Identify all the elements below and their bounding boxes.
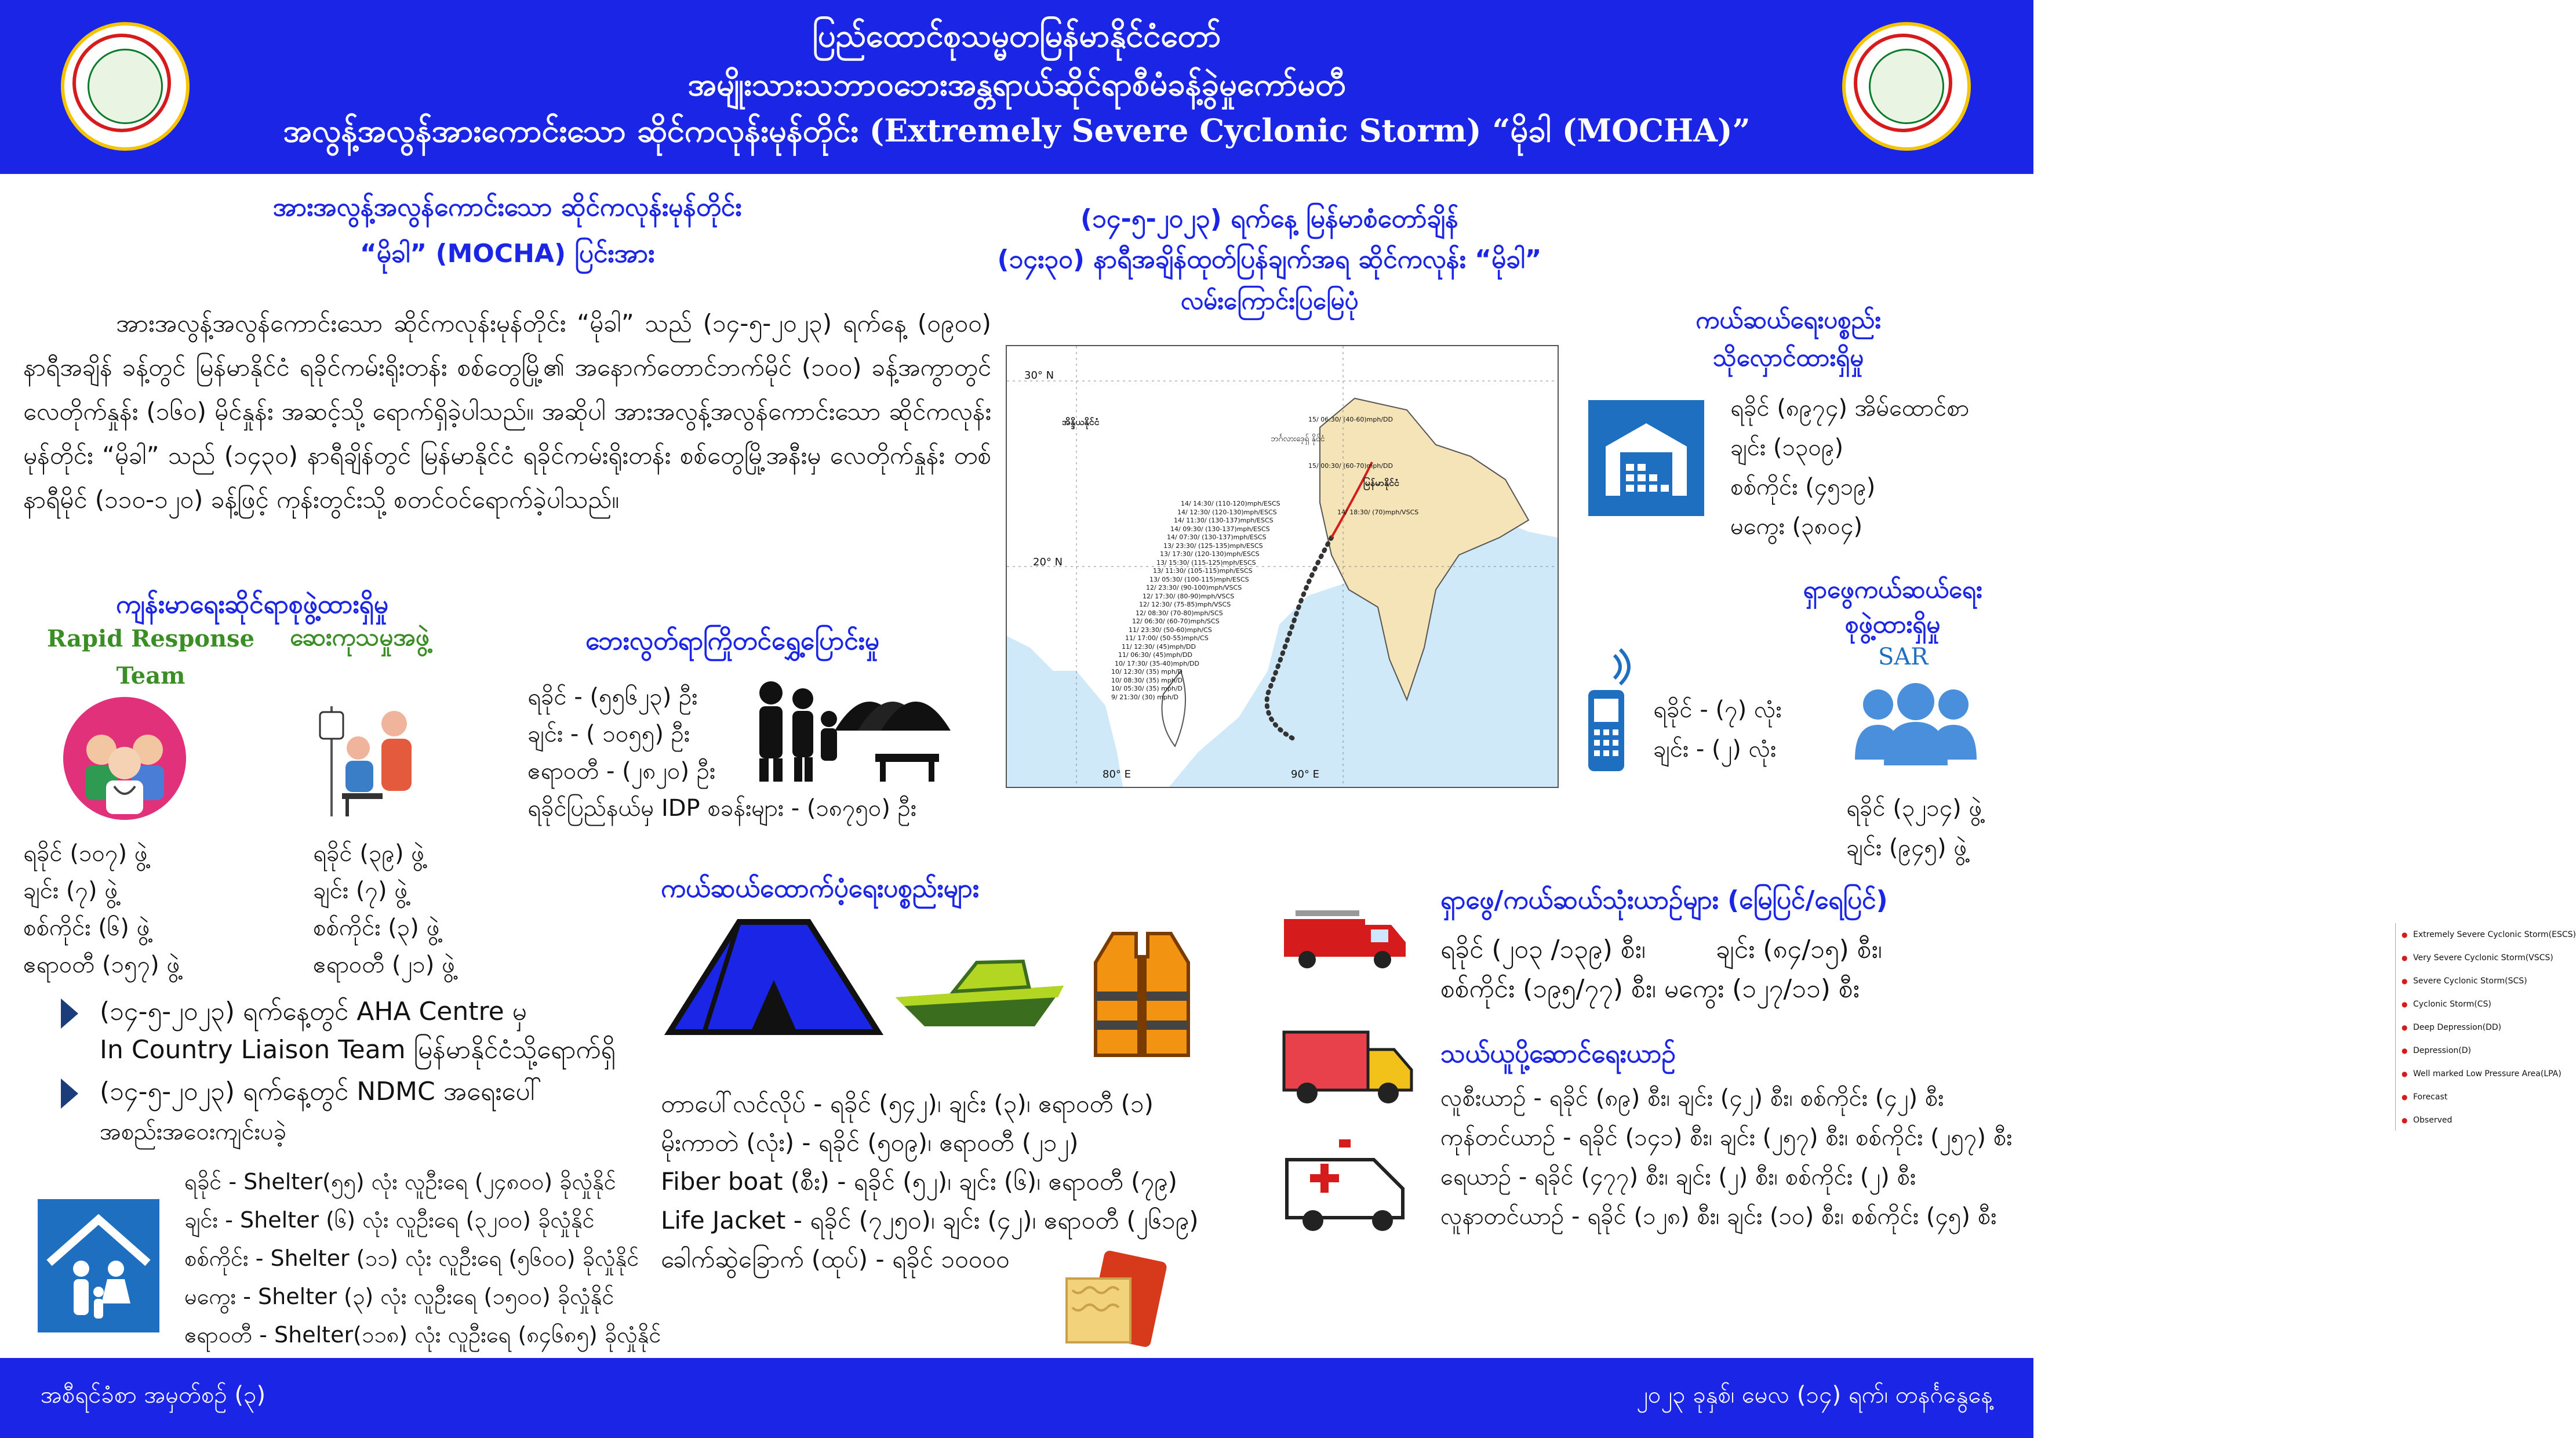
liaison-bullet-1-line-2: In Country Liaison Team မြန်မာနိုင်ငံသို့ရောက်ရှိ [100,1035,616,1065]
list-item: လူနာတင်ယာဉ် - ရခိုင် (၁၂၈) စီး၊ ချင်း (၁၀) စီး၊ စစ်ကိုင်း (၄၅) စီး [1440,1203,1997,1230]
india-label: အိန္ဒိယနိုင်ငံ [1062,416,1100,427]
track-label: 12/ 08:30/ (70-80)mph/SCS [1136,609,1223,617]
report-number: အစီရင်ခံစာ အမှတ်စဉ် (၃) [41,1382,266,1408]
header-line-2: အမျိုးသားသဘာဝဘေးအန္တရာယ်ဆိုင်ရာစီမံခန့်ခွဲမှုကော်မတီ [687,66,1346,103]
track-label: 10/ 05:30/ (35) mph/D [1111,685,1183,692]
life-jacket-icon [1084,928,1200,1061]
list-item: ရခိုင် (၁၀၇) ဖွဲ့ [23,840,148,867]
footer-bar [0,1358,2033,1438]
map-legend [2395,923,2576,1131]
list-item: ချင်း (၉၄၅) ဖွဲ့ [1846,834,1967,861]
track-label: 14/ 12:30/ (120-130)mph/ESCS [1177,508,1277,516]
legend-item: ● Well marked Low Pressure Area(LPA) [2396,1062,2563,1085]
list-item: စစ်ကိုင်း - Shelter (၁၁) လုံး လူဦးရေ (၅၆၀၀) ခိုလှုံနိုင် [184,1245,639,1271]
track-label: 12/ 17:30/ (80-90)mph/VSCS [1143,592,1235,600]
tent-icon [664,910,884,1044]
fire-truck-icon [1278,902,1411,971]
list-item: ချင်း - Shelter (၆) လုံး လူဦးရေ (၃၂၀၀) ခိုလှုံနိုင် [184,1207,595,1233]
intro-title-1: အားအလွန့်အလွန်ကောင်းသော ဆိုင်ကလုန်းမုန်တိုင်း [272,193,742,222]
list-item: Fiber boat (စီး) - ရခိုင် (၅၂)၊ ချင်း (၆)၊ ဧရာဝတီ (၇၉) [661,1167,1177,1196]
track-label: 12/ 23:30/ (90-100)mph/VSCS [1146,584,1242,591]
track-label: 13/ 17:30/ (120-130)mph/ESCS [1160,550,1260,558]
medical-team-counts [313,835,455,983]
list-item: ရခိုင် - (၅၅၆၂၃) ဦး [527,684,698,710]
list-item: ရခိုင်ပြည်နယ်မှ IDP စခန်းများ - (၁၈၇၅၀) ဦး [527,795,917,822]
bullet-arrow-icon [61,998,78,1029]
track-label: 11/ 23:30/ (50-60)mph/CS [1129,626,1212,634]
list-item: ရေယာဉ် - ရခိုင် (၄၇၇) စီး၊ ချင်း (၂) စီး၊ စစ်ကိုင်း (၂) စီး [1440,1164,1916,1190]
track-label: 13/ 05:30/ (100-115)mph/ESCS [1149,575,1249,583]
health-section-title: ကျန်းမာရေးဆိုင်ရာစုဖွဲ့ထားရှိမှု [116,590,388,619]
list-item: ချင်း (၇) ဖွဲ့ [313,877,408,904]
transport-list [1440,1078,2012,1236]
instant-noodles-icon [1061,1250,1171,1348]
track-label: 14/ 14:30/ (110-120)mph/ESCS [1181,500,1280,507]
medical-team-label: ဆေးကုသမှုအဖွဲ့ [290,623,430,651]
lat-30-label: 30° N [1024,369,1054,382]
list-item: ဧရာဝတီ - (၂၈၂၀) ဦး [527,758,716,785]
myanmar-label: မြန်မာနိုင်ငံ [1363,477,1399,488]
medical-staff-icon [61,695,188,822]
list-item: စစ်ကိုင်း (၆) ဖွဲ့ [23,914,150,941]
header-banner [0,0,2033,174]
list-item: ခေါက်ဆွဲခြောက် (ထုပ်) - ရခိုင် ၁၀၀၀၀ [661,1245,1010,1273]
vehicles-row-2: စစ်ကိုင်း (၁၉၅/၇၇) စီး၊ မကွေး (၁၂၇/၁၁) စီး [1440,974,1860,1004]
track-label: 10/ 08:30/ (35) mph/D [1111,676,1183,684]
list-item: ရခိုင် - (၇) လုံး [1653,696,1782,723]
list-item: ရခိုင် (၈၉၇၄) အိမ်ထောင်စာ [1730,395,1970,422]
lon-90-label: 90° E [1291,768,1319,780]
liaison-bullet-1-line-1: (၁၄-၅-၂၀၂၃) ရက်နေ့တွင် AHA Centre မှ [100,997,527,1026]
track-label: 15/ 06:30/ (40-60)mph/DD [1308,416,1393,423]
sar-label: SAR [1878,644,1929,670]
list-item: စစ်ကိုင်း (၃) ဖွဲ့ [313,914,440,941]
lon-80-label: 80° E [1103,768,1131,780]
sar-title-1: ရှာဖွေကယ်ဆယ်ရေး [1803,575,1982,604]
shelter-list [184,1163,661,1354]
list-item: ချင်း (၁၃၀၉) [1730,434,1844,461]
vehicles-section-title: ရှာဖွေ/ကယ်ဆယ်သုံးယာဉ်များ (မြေပြင်/ရေပြင်) [1440,885,1888,915]
list-item: မိုးကာတဲ (လုံး) - ရခိုင် (၅၀၉)၊ ဧရာဝတီ (၂၁၂) [661,1128,1079,1157]
track-label: 14/ 07:30/ (130-137)mph/ESCS [1167,533,1267,541]
rescue-team-group-icon [1849,678,1982,765]
header-line-3: အလွန့်အလွန်အားကောင်းသော ဆိုင်ကလုန်းမုန်တိုင်း (Extremely Severe Cyclonic Storm) “မိုခါ (MOCHA)” [283,112,1751,149]
list-item: မကွေး (၃၈၀၄) [1730,513,1863,540]
list-item: Life Jacket - ရခိုင် (၇၂၅၀)၊ ချင်း (၄၂)၊ ဧရာဝတီ (၂၆၁၉) [661,1206,1199,1234]
intro-title-2: “မိုခါ” (MOCHA) ပြင်းအား [359,239,655,268]
legend-item: ● Cyclonic Storm(CS) [2396,993,2563,1016]
patient-treatment-icon [307,695,435,822]
fiber-boat-icon [890,951,1075,1032]
list-item: ရခိုင် (၃၉) ဖွဲ့ [313,840,425,867]
legend-item: ● Observed [2396,1109,2563,1132]
list-item: ဧရာဝတီ (၁၅၇) ဖွဲ့ [23,952,180,978]
list-item: တာပေါ်လင်လိုပ် - ရခိုင် (၅၄၂)၊ ချင်း (၃)၊ ဧရာဝတီ (၁) [661,1090,1154,1118]
legend-item: ● Deep Depression(DD) [2396,1016,2563,1039]
track-label: 10/ 12:30/ (35) mph/D [1111,668,1183,676]
list-item: ဧရာဝတီ - Shelter(၁၁၈) လုံး လူဦးရေ (၈၄၆၈၅) ခိုလှုံနိုင် [184,1322,661,1348]
track-label: 10/ 17:30/ (35-40)mph/DD [1115,659,1199,667]
intro-paragraph: အားအလွန့်အလွန်ကောင်းသော ဆိုင်ကလုန်းမုန်တိုင်း “မိုခါ” သည် (၁၄-၅-၂၀၂၃) ရက်နေ့ (၀၉၀၀) နာရီအချိန် ခန့်တွင် မြန်မာနိုင်ငံ ရခိုင်ကမ်းရိုးတန်း စစ်တွေမြို့၏ အနောက်တောင်ဘက်မိုင် (၁၀၀) ခန့်အကွာတွင် လေတိုက်နှုန်း (၁၆၀) မိုင်နှုန်း အဆင့်သို့ ရောက်ရှိခဲ့ပါသည်။ အဆိုပါ အားအလွန့်အလွန်ကောင်းသော ဆိုင်ကလုန်းမုန်တိုင်း “မိုခါ” သည် (၁၄၃၀) နာရီချိန်တွင် မြန်မာနိုင်ငံ ရခိုင်ကမ်းရိုးတန်း စစ်တွေမြို့အနီးမှ လေတိုက်နှုန်း တစ်နာရီမိုင် (၁၁၀-၁၂၀) ခန့်ဖြင့် ကုန်းတွင်းသို့ စတင်ဝင်ရောက်ခဲ့ပါသည်။ [23,309,991,514]
shelter-family-icon [38,1199,159,1332]
list-item: စစ်ကိုင်း (၄၅၁၉) [1730,474,1876,500]
report-date: ၂၀၂၃ ခုနှစ်၊ မေလ (၁၄) ရက်၊ တနင်္ဂနွေနေ့ [1636,1382,1993,1408]
map-land-layer [1007,346,1558,787]
track-label: 15/ 00:30/ (60-70)mph/DD [1308,462,1393,470]
track-label: 13/ 23:30/ (125-135)mph/ESCS [1163,542,1263,550]
rapid-team-counts [23,835,180,983]
track-label: 9/ 21:30/ (30) mph/D [1111,693,1179,701]
list-item: ကုန်တင်ယာဉ် - ရခိုင် (၁၄၁) စီး၊ ချင်း (၂၅၇) စီး၊ စစ်ကိုင်း (၂၅၇) စီး [1440,1124,2013,1151]
track-label: 11/ 12:30/ (45)mph/DD [1122,642,1196,651]
relief-stock-title-2: သိုလှောင်ထားရှိမှု [1713,343,1864,372]
radio-phone-icon [1582,644,1635,777]
legend-item: ● Very Severe Cyclonic Storm(VSCS) [2396,946,2563,969]
list-item: ချင်း (၇) ဖွဲ့ [23,877,118,904]
list-item: လူစီးယာဉ် - ရခိုင် (၈၉) စီး၊ ချင်း (၄၂) စီး၊ စစ်ကိုင်း (၄၂) စီး [1440,1085,1944,1112]
transport-section-title: သယ်ယူပို့ဆောင်ရေးယာဉ် [1440,1039,1676,1069]
rapid-response-team-label: Rapid Response Team [46,625,255,689]
track-label: 14/ 18:30/ (70)mph/VSCS [1337,509,1419,516]
track-label: 11/ 06:30/ (45)mph/DD [1118,651,1192,659]
list-item: မကွေး - Shelter (၃) လုံး လူဦးရေ (၁၅၀၀) ခိုလှုံနိုင် [184,1284,614,1309]
track-label: 12/ 06:30/ (60-70)mph/SCS [1132,618,1220,625]
sar-phone-list [1653,690,1782,769]
map-title-3: လမ်းကြောင်းပြမြေပုံ [1180,286,1359,315]
vehicles-row-1-b: ချင်း (၈၄/၁၅) စီး၊ [1716,935,1882,964]
track-label: 14/ 09:30/ (130-137)mph/ESCS [1170,525,1270,533]
track-label: 12/ 12:30/ (75-85)mph/VSCS [1139,601,1231,608]
bangladesh-label: ဘင်္ဂလားဒေ့ရှ် နိုင်ငံ [1271,434,1325,444]
relief-stock-title-1: ကယ်ဆယ်ရေးပစ္စည်း [1695,306,1881,334]
track-label: 11/ 17:00/ (50-55)mph/CS [1125,634,1209,642]
right-emblem-logo [1842,22,1971,151]
evacuation-section-title: ဘေးလွတ်ရာကြိုတင်ရွှေ့ပြောင်းမှု [585,626,879,656]
liaison-bullet-2-line-1: (၁၄-၅-၂၀၂၃) ရက်နေ့တွင် NDMC အရေးပေါ် [100,1077,542,1106]
list-item: ရခိုင် (၃၂၁၄) ဖွဲ့ [1846,795,1982,822]
legend-item: ● Depression(D) [2396,1039,2563,1062]
map-title-1: (၁၄-၅-၂၀၂၃) ရက်နေ့ မြန်မာစံတော်ချိန် [1080,204,1458,234]
legend-item: ● Forecast [2396,1085,2563,1109]
relief-stock-list [1730,388,1969,546]
list-item: ဧရာဝတီ (၂၁) ဖွဲ့ [313,952,455,978]
ambulance-icon [1281,1136,1414,1235]
liaison-bullet-2-line-2: အစည်းအဝေးကျင်းပခဲ့ [100,1119,287,1145]
warehouse-icon [1588,400,1704,516]
track-label: 13/ 11:30/ (105-115)mph/ESCS [1153,567,1253,575]
bullet-arrow-icon [61,1078,78,1109]
supplies-section-title: ကယ်ဆယ်ထောက်ပံ့ရေးပစ္စည်းများ [661,874,979,903]
vehicles-row-1-a: ရခိုင် (၂၀၃ /၁၃၉) စီး၊ [1440,935,1646,964]
track-label: 13/ 15:30/ (115-125)mph/ESCS [1156,558,1256,567]
lat-20-label: 20° N [1033,556,1063,568]
header-line-1: ပြည်ထောင်စုသမ္မတမြန်မာနိုင်ငံတော် [812,17,1221,54]
legend-item: ● Extremely Severe Cyclonic Storm(ESCS) [2396,923,2563,946]
cargo-truck-icon [1278,1026,1417,1107]
list-item: ရခိုင် - Shelter(၅၅) လုံး လူဦးရေ (၂၄၈၀၀) ခိုလှုံနိုင် [184,1169,616,1194]
legend-item: ● Severe Cyclonic Storm(SCS) [2396,969,2563,993]
sar-group-list [1846,789,1982,867]
track-label: 14/ 11:30/ (130-137)mph/ESCS [1174,517,1274,524]
evacuees-shelter-icon [748,667,962,783]
left-emblem-logo [61,22,190,151]
list-item: ချင်း - (၂) လုံး [1653,736,1777,762]
list-item: ချင်း - ( ၁၀၅၅) ဦး [527,721,690,747]
sar-title-2: စုဖွဲ့ထားရှိမှု [1844,610,1941,638]
map-title-2: (၁၄း၃၀) နာရီအချိန်ထုတ်ပြန်ချက်အရ ဆိုင်ကလုန်း “မိုခါ” [997,245,1542,274]
